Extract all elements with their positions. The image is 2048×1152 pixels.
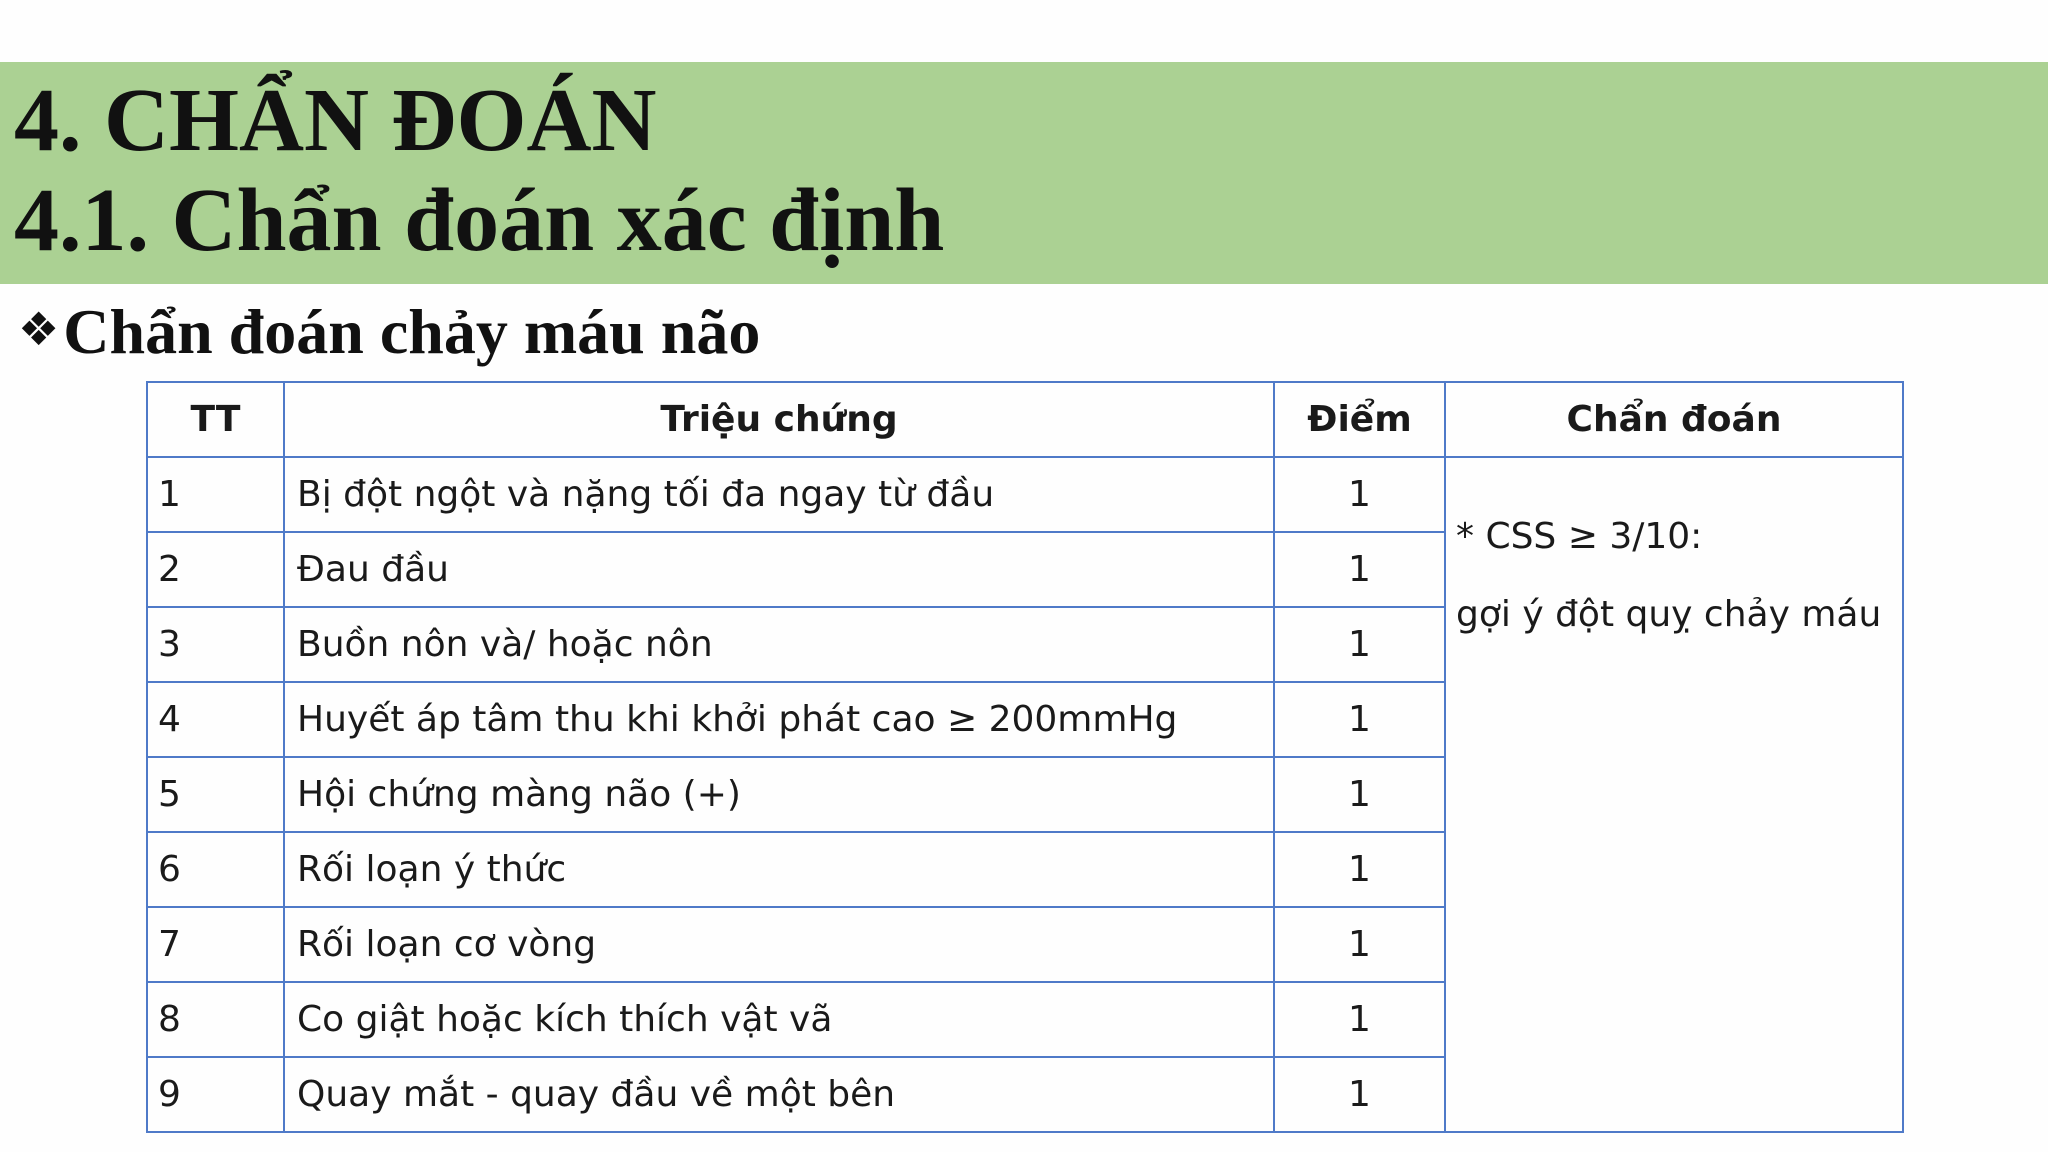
table-header-row (147, 382, 1903, 457)
diagnosis-conclusion: gợi ý đột quỵ chảy máu (1456, 594, 1882, 635)
row-symptom: Co giật hoặc kích thích vật vã (284, 982, 1274, 1057)
row-points: 1 (1274, 832, 1445, 907)
diamond-bullet-icon: ❖ (18, 302, 60, 356)
row-symptom: Quay mắt - quay đầu về một bên (284, 1057, 1274, 1132)
header-tt: TT (147, 382, 284, 457)
row-number: 5 (147, 757, 284, 832)
row-points: 1 (1274, 457, 1445, 532)
row-points: 1 (1274, 532, 1445, 607)
row-number: 7 (147, 907, 284, 982)
row-number: 1 (147, 457, 284, 532)
row-symptom: Bị đột ngột và nặng tối đa ngay từ đầu (284, 457, 1274, 532)
row-points: 1 (1274, 907, 1445, 982)
row-points: 1 (1274, 682, 1445, 757)
row-points: 1 (1274, 1057, 1445, 1132)
row-symptom: Huyết áp tâm thu khi khởi phát cao ≥ 200mmHg (284, 682, 1274, 757)
row-number: 8 (147, 982, 284, 1057)
subtitle-text: Chẩn đoán chảy máu não (63, 296, 761, 367)
row-symptom: Rối loạn cơ vòng (284, 907, 1274, 982)
slide-subtitle (18, 296, 761, 367)
row-symptom: Hội chứng màng não (+) (284, 757, 1274, 832)
row-number: 6 (147, 832, 284, 907)
row-number: 3 (147, 607, 284, 682)
stroke-score-table (146, 381, 1904, 1133)
row-symptom: Buồn nôn và/ hoặc nôn (284, 607, 1274, 682)
table-row (147, 457, 1903, 532)
diagnosis-threshold: * CSS ≥ 3/10: (1456, 516, 1703, 557)
row-number: 9 (147, 1057, 284, 1132)
row-symptom: Rối loạn ý thức (284, 832, 1274, 907)
row-points: 1 (1274, 757, 1445, 832)
row-points: 1 (1274, 607, 1445, 682)
header-points: Điểm (1274, 382, 1445, 457)
row-number: 2 (147, 532, 284, 607)
header-diagnosis: Chẩn đoán (1445, 382, 1903, 457)
header-symptom: Triệu chứng (284, 382, 1274, 457)
row-number: 4 (147, 682, 284, 757)
diagnosis-cell (1445, 457, 1903, 1132)
slide-section-title: 4.1. Chẩn đoán xác định (14, 171, 945, 270)
slide-title: 4. CHẨN ĐOÁN (14, 71, 657, 170)
row-points: 1 (1274, 982, 1445, 1057)
row-symptom: Đau đầu (284, 532, 1274, 607)
